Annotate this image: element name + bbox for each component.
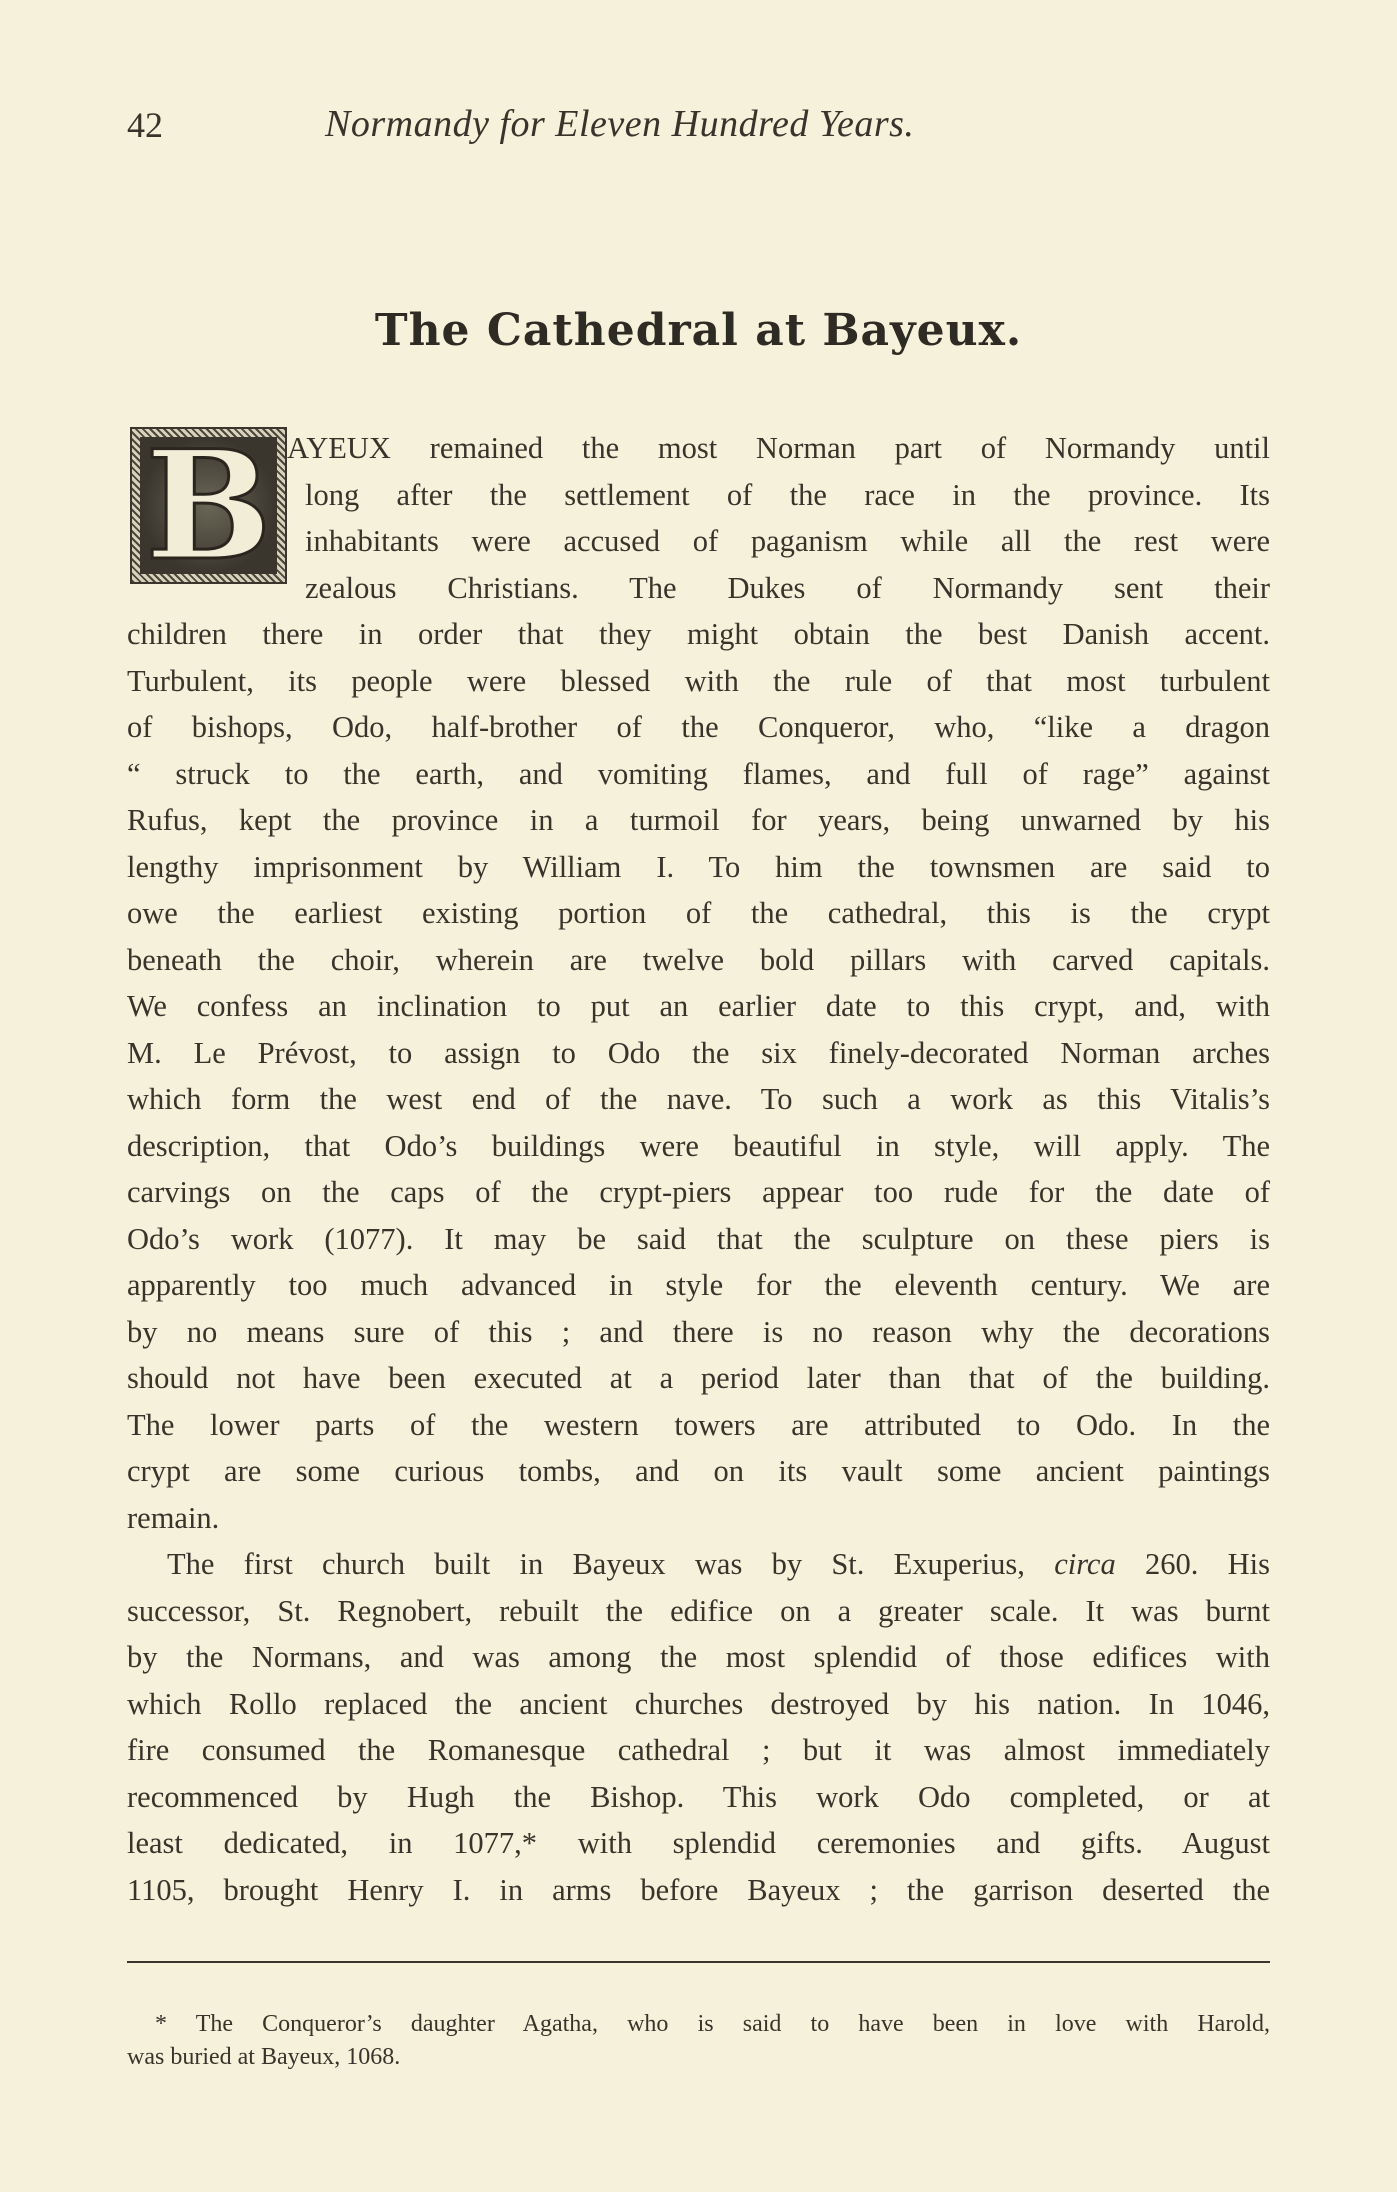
text-line <box>127 1309 1270 1356</box>
text-line <box>127 1402 1270 1449</box>
text-segment: “ struck to the earth, and vomiting flames, and full of rage” against <box>127 756 1270 791</box>
text-line <box>127 1867 1270 1914</box>
text-segment: 1105, brought Henry I. in arms before Bayeux ; the garrison deserted the <box>127 1872 1270 1907</box>
text-line <box>127 658 1270 705</box>
text-line <box>127 983 1270 1030</box>
text-segment: M. Le Prévost, to assign to Odo the six finely-decorated Norman arches <box>127 1035 1270 1070</box>
text-segment: which Rollo replaced the ancient churches destroyed by his nation. In 1046, <box>127 1686 1270 1721</box>
text-segment: Odo’s work (1077). It may be said that the sculpture on these piers is <box>127 1221 1270 1256</box>
text-line <box>305 565 1270 612</box>
text-segment: inhabitants were accused of paganism while all the rest were <box>305 524 1270 558</box>
chapter-title: The Cathedral at Bayeux. <box>374 305 1023 356</box>
text-segment: remain. <box>127 1500 220 1535</box>
text-segment: of bishops, Odo, half-brother of the Conqueror, who, “like a dragon <box>127 710 1270 744</box>
text-segment: children there in order that they might obtain the best Danish accent. <box>127 617 1270 651</box>
text-line <box>127 1262 1270 1309</box>
text-segment: apparently too much advanced in style for the eleventh century. We are <box>127 1268 1270 1302</box>
italic-text: circa <box>1054 1547 1116 1581</box>
text-segment: AYEUX remained the most Norman part of Normandy until <box>287 431 1270 465</box>
text-segment: The lower parts of the western towers are attributed to Odo. In the <box>127 1407 1270 1442</box>
text-line <box>127 1123 1270 1170</box>
text-line <box>127 611 1270 658</box>
text-segment: should not have been executed at a period later than that of the building. <box>127 1361 1270 1395</box>
text-segment: long after the settlement of the race in the province. Its <box>305 477 1270 512</box>
footnote-rule <box>127 1961 1270 1963</box>
text-segment: by the Normans, and was among the most splendid of those edifices with <box>127 1640 1270 1674</box>
text-line <box>127 1076 1270 1123</box>
text-segment: recommenced by Hugh the Bishop. This work Odo completed, or at <box>127 1779 1270 1814</box>
text-line <box>127 1216 1270 1263</box>
text-segment: which form the west end of the nave. To such a work as this Vitalis’s <box>127 1082 1270 1116</box>
text-line <box>127 1541 1270 1588</box>
text-segment: crypt are some curious tombs, and on its vault some ancient paintings <box>127 1454 1270 1488</box>
text-line <box>127 1634 1270 1681</box>
text-line <box>127 1448 1270 1495</box>
text-line <box>127 751 1270 798</box>
text-line <box>127 890 1270 937</box>
body-text <box>127 425 1270 1913</box>
text-segment: successor, St. Regnobert, rebuilt the edifice on a greater scale. It was burnt <box>127 1593 1270 1628</box>
footnote <box>127 2008 1270 2074</box>
page-number: 42 <box>127 105 163 145</box>
text-line <box>287 425 1270 472</box>
text-line <box>127 1030 1270 1077</box>
footnote-line: * The Conqueror’s daughter Agatha, who is said to have been in love with Harold, <box>155 2011 1270 2037</box>
text-segment: We confess an inclination to put an earlier date to this crypt, and, with <box>127 989 1270 1023</box>
text-segment: lengthy imprisonment by William I. To him the townsmen are said to <box>127 849 1270 884</box>
text-line <box>305 472 1270 519</box>
text-segment: by no means sure of this ; and there is no reason why the decorations <box>127 1314 1270 1349</box>
text-line <box>127 1588 1270 1635</box>
text-line <box>127 1681 1270 1728</box>
text-line <box>127 1727 1270 1774</box>
text-line <box>127 1169 1270 1216</box>
text-segment: carvings on the caps of the crypt-piers appear too rude for the date of <box>127 1175 1270 1209</box>
text-segment: 260. His <box>1115 1547 1270 1581</box>
text-line <box>127 797 1270 844</box>
text-line <box>127 937 1270 984</box>
text-segment: Rufus, kept the province in a turmoil for years, being unwarned by his <box>127 803 1270 837</box>
text-segment: The first church built in Bayeux was by St. Exuperius, <box>167 1547 1055 1581</box>
text-line <box>127 704 1270 751</box>
text-line <box>305 518 1270 565</box>
text-segment: Turbulent, its people were blessed with the rule of that most turbulent <box>127 663 1270 698</box>
text-segment: least dedicated, in 1077,* with splendid ceremonies and gifts. August <box>127 1826 1270 1860</box>
text-segment: zealous Christians. The Dukes of Normandy sent their <box>305 570 1270 605</box>
running-title: Normandy for Eleven Hundred Years. <box>325 103 915 145</box>
text-segment: beneath the choir, wherein are twelve bold pillars with carved capitals. <box>127 942 1270 977</box>
text-line <box>127 1820 1270 1867</box>
drop-cap-letter: B <box>140 437 277 574</box>
text-line <box>127 1355 1270 1402</box>
text-segment: fire consumed the Romanesque cathedral ; but it was almost immediately <box>127 1733 1270 1767</box>
text-line <box>127 844 1270 891</box>
footnote-line: was buried at Bayeux, 1068. <box>127 2044 401 2070</box>
text-segment: description, that Odo’s buildings were beautiful in style, will apply. The <box>127 1128 1270 1163</box>
text-line <box>127 1774 1270 1821</box>
text-segment: owe the earliest existing portion of the cathedral, this is the crypt <box>127 896 1270 930</box>
text-line <box>127 1495 1270 1542</box>
